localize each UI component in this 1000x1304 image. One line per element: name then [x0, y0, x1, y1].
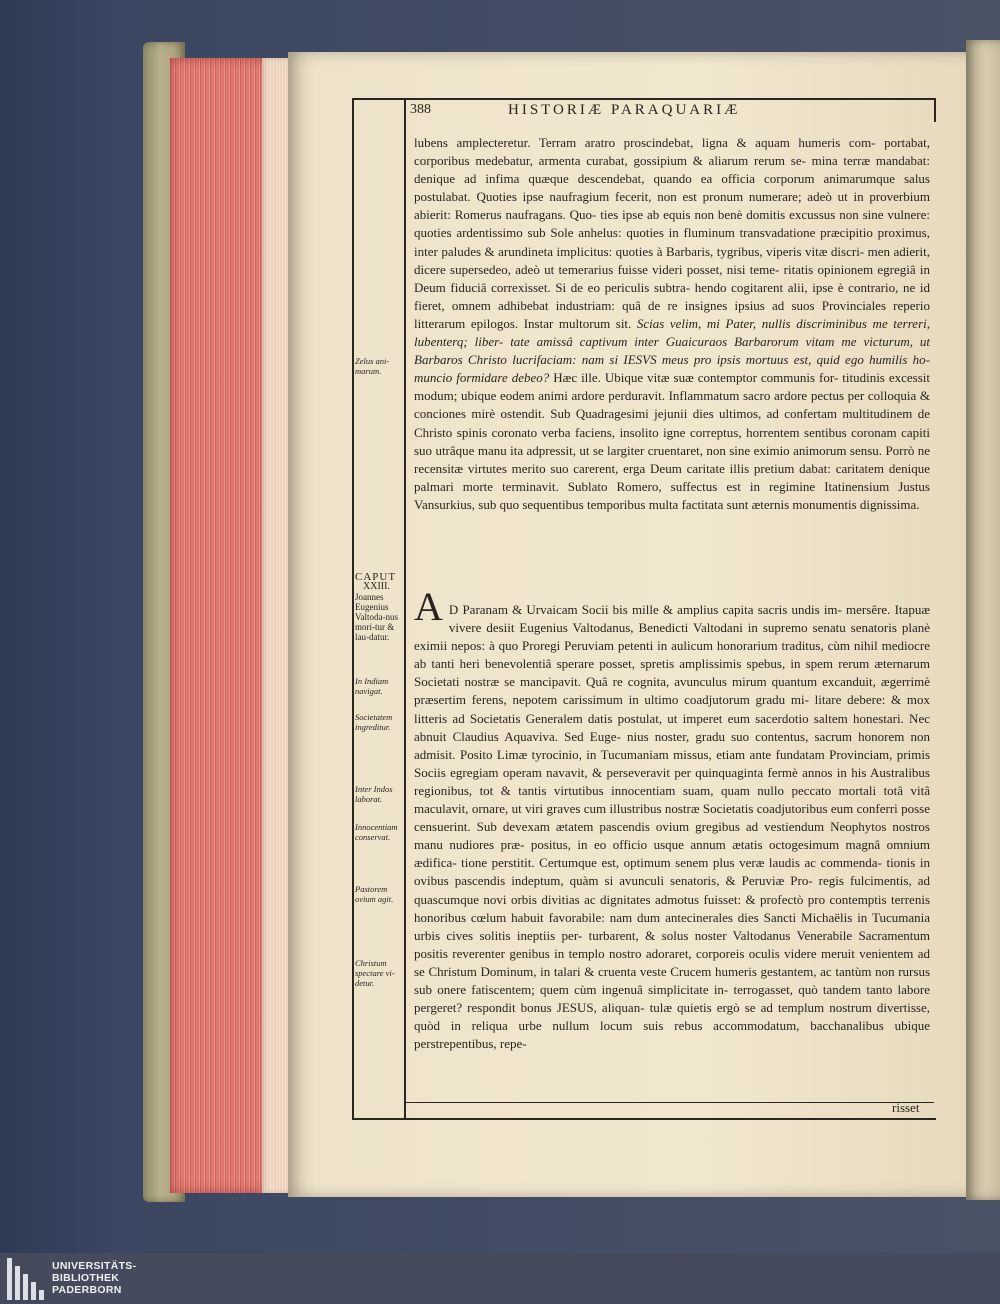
library-name-line-2: BIBLIOTHEK: [52, 1272, 120, 1284]
margin-note-christum: [355, 958, 405, 988]
text-line: in supremo senatu senatoris planè eximii nepos: à quo Proregi Peruviam petenti: [414, 620, 930, 654]
facing-page-edge: [966, 40, 1000, 1200]
text-line: multa factitata sunt æternis monumentis dignissima.: [648, 496, 920, 512]
text-line: Australibus regionibus, tot & tantis virtutibus innocentiam suam, quam nullo: [414, 764, 930, 798]
text-line: pascendis ovium gregibus ad vestiendum Neophytos nostros manu nudiores præ-: [414, 819, 930, 853]
text-line: jejunii dies ultimos, ad confertam multitudinem de Christo spinis coronato verba: [414, 406, 930, 440]
text-line: ritatis opinionem egregiâ in Deum fiduciâ correxisset. Si de eo periculis subtra-: [414, 261, 930, 295]
text-line: litare debere: & mox litteris ad Societatis Generalem datis postulat, ut imperet: [414, 692, 930, 726]
margin-note-text: Christum spectare vi-detur.: [355, 958, 395, 988]
frame-rule-bottom-inner: [404, 1102, 934, 1103]
text-line: faciens, insolito igne correptus, horrentem sentibus coronam capiti suo utrâque: [414, 424, 930, 458]
drop-cap: A: [414, 584, 443, 629]
text-line: corporum animarumque salus postulabat. Quoties ipse naufragium fecerit, non: [414, 171, 930, 205]
running-title: HISTORIÆ PARAQUARIÆ: [508, 102, 741, 118]
margin-note-text: Innocentiam conservat.: [355, 822, 398, 842]
margin-note-caput: [355, 572, 405, 642]
margin-note-text: In Indiam navigat.: [355, 676, 389, 696]
margin-note-text: Zelus ani-marum.: [355, 356, 390, 376]
paragraph-romerus: [414, 134, 930, 514]
library-name: [52, 1260, 136, 1296]
chapter-heading: CAPUT: [355, 571, 397, 583]
margin-note-text: Pastorem ovium agit.: [355, 884, 394, 904]
text-line: mersêre. Itapuæ vivere desiit Eugenius Valtodanus, Benedicti Valtodani: [448, 602, 930, 636]
text-line: eum sacerdotio saltem honestari. Nec abnuit Claudius Aquaviva. Sed Euge-: [414, 710, 930, 744]
text-line: quâ de re insignes ipsius ad suos Provinciales reperio litterarum epilogos. Instar: [414, 297, 930, 331]
text-line: titudinis excessit modum; ubique eodem animi ardore perduravit. Inflammatum: [414, 370, 930, 404]
text-line: nius noster, gradu suo contentus, sacrum honorem non admisit. Posito Limæ: [414, 728, 930, 762]
page-stack-edge: [262, 58, 290, 1193]
text-line: Hæc ille. Ubique vitæ suæ contemptor communis for-: [553, 370, 843, 386]
frame-rule-left: [352, 98, 354, 1120]
text-line: est pronum numerare; adeò ut in proverbium abierit: Romerus naufragans. Quo-: [414, 189, 930, 223]
quote-line: Scias velim, mi Pater, nullis discriminibus me terreri, lubenterq; liber-: [414, 315, 930, 350]
margin-note-innocentiam: [355, 822, 405, 842]
frame-rule-right: [934, 98, 936, 122]
margin-note-pastorem: [355, 884, 405, 904]
paragraph-valtodanus-text: [414, 601, 930, 1053]
chapter-summary: Joannes Eugenius Valtoda-nus mori-tur & lau-datur.: [355, 592, 398, 642]
text-line: ties ipse ab equis non benè domitis excussus non sine vulnere: quoties ardentissimo: [414, 207, 930, 241]
text-line: locum suis rebus accommodatum, bacchanalibus ubique perstrepentibus, repe-: [414, 1018, 930, 1052]
text-line: antecinerales dies Sancti Michaëlis in Tucumania urbis cives solitis ineptiis per-: [414, 909, 930, 943]
text-line: peccato mortali totâ vitâ maculavit, ornare, ut viri graves cum illustribus nostræ: [414, 782, 930, 817]
text-line: men adierit, dicere supersedeo, adeò ut temerarius fuisse videri posset, nisi teme-: [414, 243, 930, 277]
text-line: regis fulcimentis, ad quascumque novi orbis divitias ac dignitates admotus fuisset:: [414, 873, 930, 907]
margin-note-zelus: [355, 356, 405, 376]
page-header: [408, 102, 928, 122]
text-line: mina terræ mandabat: denique ad infima quæque descendebat, quando ea officia: [414, 153, 930, 187]
text-line: in aulicum honorarium traditus, cùm nihil mediocre ab tanti heri benevolentiâ: [414, 638, 930, 672]
quote-line: tate amissâ captivum inter Guaicuraos Barbarorum vitam me victurum, ut Barbaros: [414, 334, 931, 368]
text-line: terrogasset, quò tandem tanto labore pergeret? respondit bonus JESUS, aliquan-: [414, 981, 930, 1016]
catchword: risset: [892, 1100, 920, 1115]
text-line: hendo cogitarent alii, ipse è contrario, ne id fieret, omnem adhibebat industriam:: [414, 279, 930, 313]
library-name-line-1: UNIVERSITÄTS-: [52, 1260, 137, 1272]
chapter-number: XXIII.: [363, 581, 390, 592]
margin-note-text: Societatem ingreditur.: [355, 712, 393, 732]
text-line: genibus in templo nostro adoraret, corporeis oculis videre meruit venientem ad: [509, 945, 930, 961]
text-line: lubens amplecteretur. Terram aratro proscindebat, ligna & aquam humeris com-: [414, 135, 885, 150]
frame-rule-bottom: [352, 1118, 936, 1120]
text-line: sub Sole anhelus: quoties in fluminum transvadatione præcipitio proximus, inter: [414, 225, 930, 259]
text-line: manu ita adpressit, ut se largiter cruentaret, non sine eximio animorum sensu.: [477, 442, 886, 458]
paragraph-valtodanus: [414, 584, 931, 1066]
quote-line: Christo lucrifaciam: nam si IESVS meus pro ipsis mortuus est, quid ego humilis ho-: [467, 352, 930, 368]
text-line: se Christum Dominum, in talari & cruenta veste Crucem humeris gestantem,: [414, 963, 821, 979]
text-line: Porrò ne recensitæ virtutes merito suo carerent, erga Deum caritate illis pretium: [414, 442, 930, 476]
text-line: turbarent, & solus noster Valtodanus Venerabile Sacramentum positis reverenter: [414, 927, 930, 961]
text-line: tione perstitit. Certumque est, optimum senem plus veræ laudis ac commenda-: [461, 855, 887, 871]
text-line: nostræ se mancipavit. Quâ re cognita, avunculus mirum quantum excanduit,: [464, 674, 881, 690]
text-line: Societatis coadjutoribus eum conferri posse censuerint. Sub devexam ætatem: [414, 801, 930, 835]
library-logo-icon: [7, 1258, 47, 1300]
text-line: paludes & arundineta implicitus: quoties à Barbaris, tygribus, viperis vitæ discri-: [441, 243, 868, 259]
text-line: ægerrimè præsertim ferens, nepotem carissimum in ultimo coadjutorum gradu mi-: [414, 674, 930, 708]
library-footer: [0, 1253, 1000, 1304]
margin-note-societatem: [355, 712, 405, 732]
frame-rule-top: [352, 98, 936, 100]
text-line: positus, in eo officio usque annum ætatis octogesimum magnâ omnium ædifica-: [414, 837, 930, 871]
library-name-line-3: PADERBORN: [52, 1284, 122, 1296]
text-line: tyrocinio, in Tucumaniam missus, etiam ante fundatam Provinciam, primis Sociis: [414, 746, 930, 780]
text-line: tionis in ovibus pascendis indeptum, quàm si avunculi senatoris, & Peruviæ Pro-: [414, 855, 930, 889]
margin-note-text: Inter Indos laborat.: [355, 784, 393, 804]
text-line: dabat: caritatem denique palmari morte terminavit. Sublato Romero, suffectus: [414, 460, 930, 494]
page-number: 388: [410, 102, 431, 117]
paragraph-romerus-text: [414, 134, 930, 514]
text-line: est in regimine Itatinensium Justus Vansurkius, sub quo sequentibus temporibus: [414, 478, 930, 512]
margin-note-in-indiam: [355, 676, 405, 696]
text-line: portabat, corporibus medebatur, armenta curabat, gossipium & aliarum rerum se-: [414, 135, 930, 169]
text-line: & profectò pro contemptis terrenis honoribus cœlum habuit favorabile: nam dum: [414, 891, 930, 925]
text-line: multorum sit.: [558, 315, 637, 331]
text-line: tulæ quietis ergò se ad templum nostrum divertisse, quòd in reliqua urbe nullum: [414, 1000, 930, 1034]
margin-note-inter-indos: [355, 784, 405, 804]
text-line: sperare posset, spretis amplissimis spebus, in spem rerum æternarum Societati: [414, 656, 930, 690]
quote-line: muncio formidare debeo?: [414, 370, 554, 386]
text-line: ac tantùm non rursus sub onere fatiscentem; quem cùm ingenuâ simplicitate in-: [414, 963, 931, 997]
text-line: D Paranam & Urvaicam Socii bis mille & amplius capita sacris undis im-: [448, 602, 847, 617]
text-line: egregiam operam navavit, & perseveravit per quinquaginta fermè annos in his: [450, 764, 871, 780]
text-line: sacro ardore pectus per colloquia & conciones mirè ostendit. Sub Quadragesimi: [414, 388, 930, 422]
